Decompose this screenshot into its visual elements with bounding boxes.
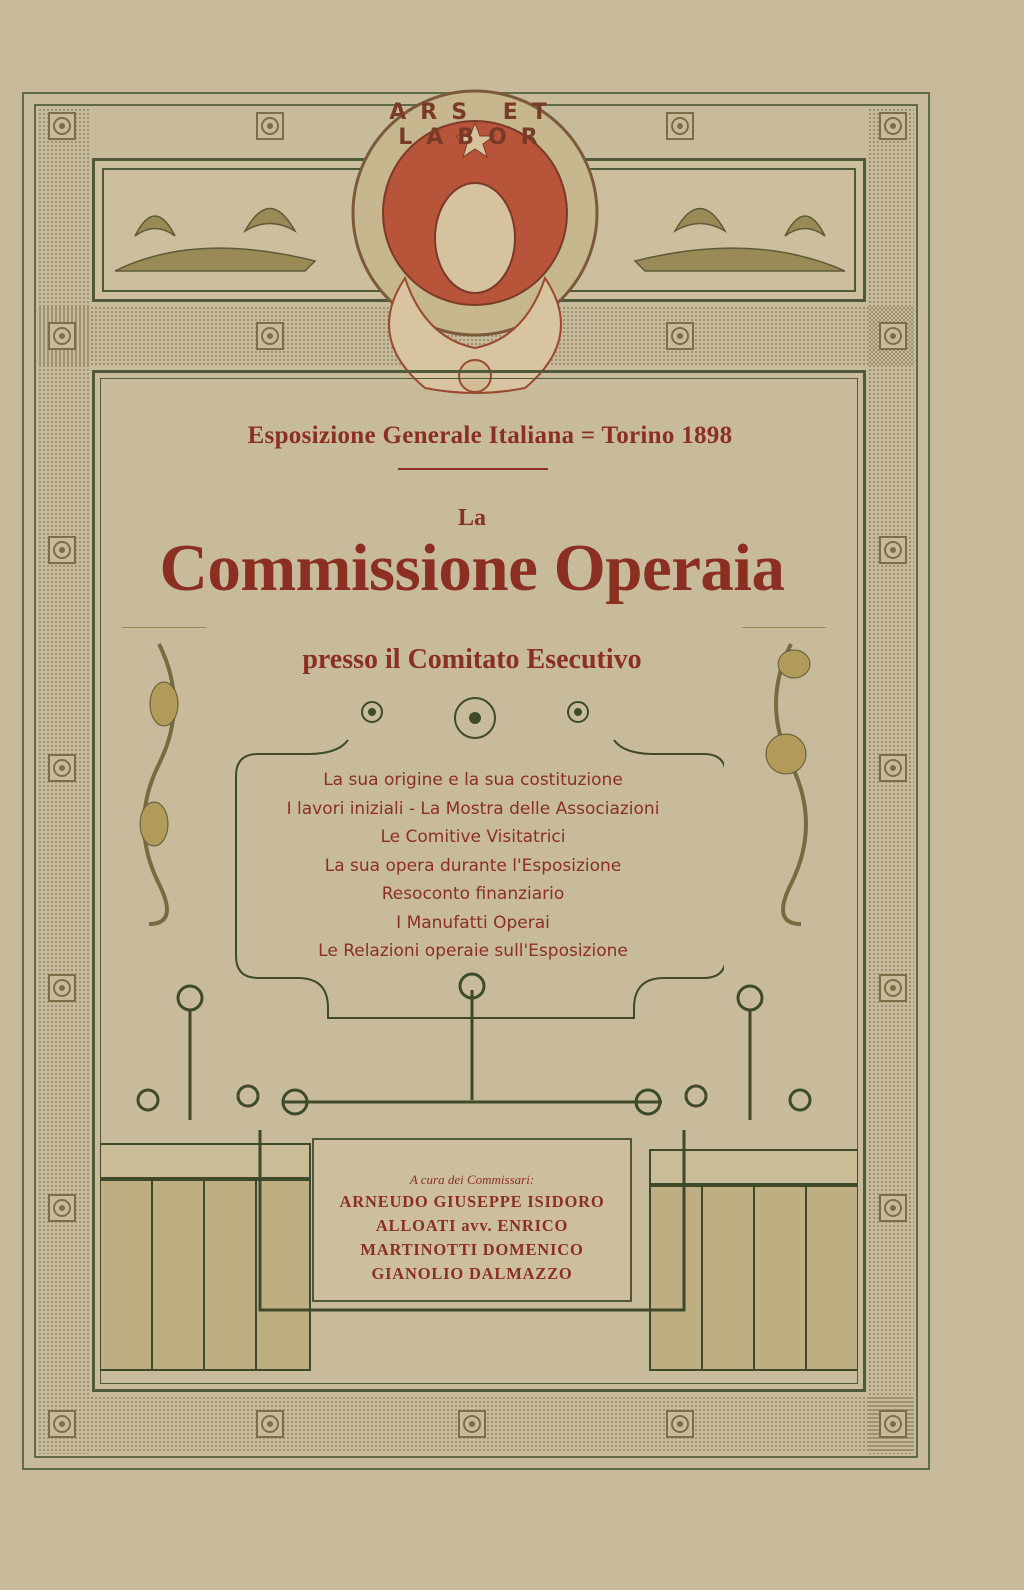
contents-item: I Manufatti Operai xyxy=(396,912,550,933)
contents-item: Le Relazioni operaie sull'Esposizione xyxy=(318,941,628,961)
contents-item: Le Comitive Visitatrici xyxy=(380,827,566,847)
left-vine-ornament xyxy=(124,634,194,934)
commissioner-name: ALLOATI avv. ENRICO xyxy=(375,1216,569,1235)
medallion-motto: ARS ET LABOR xyxy=(389,100,561,150)
contents-item: Resoconto finanziario xyxy=(381,884,565,904)
right-vine-ornament xyxy=(756,634,826,934)
contents-item: La sua origine e la sua costituzione xyxy=(323,770,623,790)
exposition-header: Esposizione Generale Italiana = Torino 1898 xyxy=(247,422,733,449)
credits-intro: A cura dei Commissari: xyxy=(409,1172,535,1187)
commissioner-name: MARTINOTTI DOMENICO xyxy=(360,1240,584,1259)
credits-box xyxy=(312,1138,632,1302)
right-title-rule xyxy=(742,627,826,628)
left-title-rule xyxy=(122,627,206,628)
title-article: La xyxy=(457,505,486,531)
subtitle: presso il Comitato Esecutivo xyxy=(302,644,642,675)
contents-list xyxy=(240,766,706,966)
medallion-motto-box xyxy=(330,78,620,198)
commissioner-name: ARNEUDO GIUSEPPE ISIDORO xyxy=(339,1192,605,1211)
contents-item: I lavori iniziali - La Mostra delle Associazioni xyxy=(286,798,660,819)
commissioner-name: GIANOLIO DALMAZZO xyxy=(371,1264,573,1283)
title-divider xyxy=(398,468,548,470)
contents-item: La sua opera durante l'Esposizione xyxy=(324,855,622,876)
main-title: Commissione Operaia xyxy=(159,531,785,605)
